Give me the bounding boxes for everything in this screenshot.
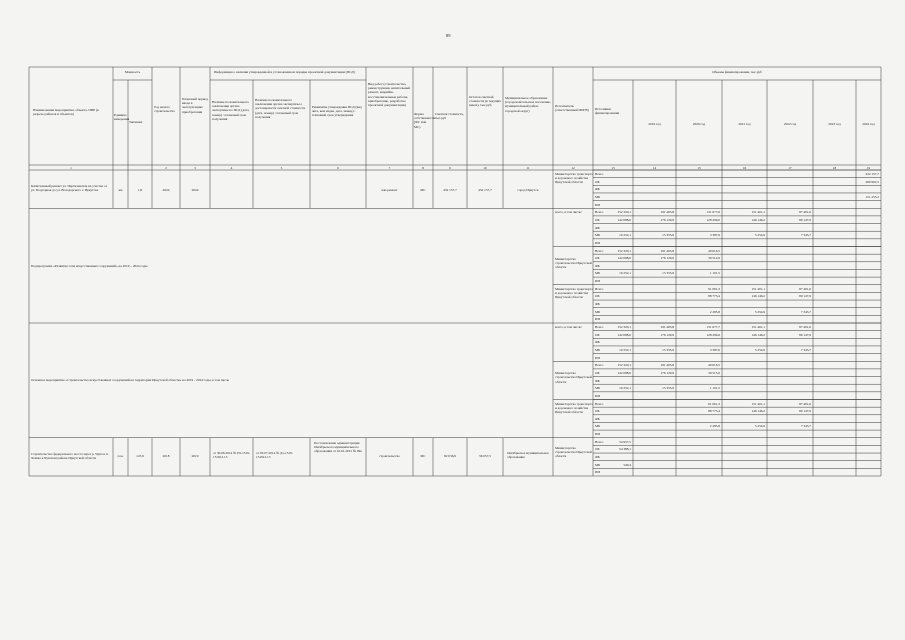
- money-value: 131 677,6: [706, 210, 720, 215]
- money-value: 80 147,9: [799, 217, 811, 222]
- source-label: ОБ: [595, 217, 600, 222]
- money-value: 146 146,2: [751, 332, 765, 337]
- money-value: 5 254,9: [754, 424, 765, 429]
- header-year: 2022 год: [783, 122, 797, 126]
- source-label: ИИ: [595, 470, 600, 475]
- money-value: 87 491,6: [799, 325, 811, 329]
- executor-label: Министерство строительства Иркутской области: [555, 371, 592, 384]
- money-value: 151 401,1: [751, 401, 765, 406]
- source-label: Всего: [595, 363, 604, 368]
- source-label: МБ: [595, 386, 600, 391]
- row-municipality: Октябрьское муниципальное образование: [507, 450, 549, 459]
- column-number: 12: [571, 165, 575, 170]
- source-label: ФБ: [595, 187, 600, 192]
- money-value: 10 232,1: [619, 271, 631, 276]
- source-label: Всего: [595, 439, 604, 444]
- money-value: 280 902,5: [865, 179, 879, 184]
- source-label: ИИ: [595, 317, 600, 322]
- money-value: 191 465,8: [660, 363, 674, 368]
- header-year: 2023 год: [828, 122, 841, 126]
- money-value: 152 320,1: [617, 363, 631, 368]
- money-value: 15 335,9: [662, 233, 674, 238]
- source-label: ИИ: [595, 279, 600, 284]
- money-value: 87 491,6: [799, 401, 811, 406]
- source-label: МБ: [595, 309, 600, 314]
- source-label: Всего: [595, 210, 604, 215]
- row-work: строительство: [379, 453, 400, 458]
- row-form: МС: [420, 453, 426, 458]
- executor-label: Министерство транспорта и дорожного хозяйства Иркутской области: [555, 286, 593, 300]
- block-name: Основное мероприятие «Строительство искусственных сооружений на территории Иркутской области» на 2019 - 2024 годы, в том числе: [31, 378, 230, 383]
- row-remain: 56 057,5: [479, 453, 491, 458]
- header-value: Значение: [129, 120, 143, 124]
- money-value: 142 088,0: [617, 256, 631, 261]
- money-value: 10 232,1: [619, 233, 631, 238]
- source-label: ФБ: [595, 455, 600, 460]
- column-number: 19: [866, 165, 871, 170]
- source-label: ФБ: [595, 302, 600, 307]
- header-year: 2020 год: [692, 122, 706, 126]
- money-value: 10 232,1: [619, 347, 631, 352]
- money-value: 3 387,0: [709, 347, 720, 352]
- row-name: Строительство федерального моста через р. Чуна в п. Хомжа в Чунском районе Иркутской области: [31, 451, 109, 460]
- source-label: ИИ: [595, 202, 600, 207]
- money-value: 15 335,9: [662, 347, 674, 352]
- column-number: 7: [388, 165, 391, 170]
- money-value: 152 320,1: [617, 325, 631, 329]
- row-municipality: город Иркутск: [517, 188, 539, 192]
- money-value: 15 335,9: [662, 271, 674, 276]
- header-start-year: Год начала строительства: [154, 105, 175, 114]
- column-number: 4: [230, 165, 233, 170]
- total-label: всего, в том числе:: [555, 325, 583, 329]
- row-start: 2018: [162, 453, 170, 458]
- money-value: 5 254,9: [754, 309, 765, 314]
- header-municipal: Муниципальное образование (городской/сельское поселение, муниципальный район, городской округ): [505, 96, 551, 113]
- row-start: 2024: [162, 188, 170, 192]
- money-value: 10 232,1: [619, 386, 631, 391]
- money-value: 80 147,9: [799, 294, 811, 299]
- money-value: 191 465,8: [660, 325, 674, 329]
- header-name: Наименование мероприятия, объекта, ПИР (в разрезе районов и объектов): [33, 108, 99, 117]
- source-label: Всего: [595, 401, 604, 406]
- header-expert2: Наличие положительного заключения органа экспертизы о достоверности сметной стоимости (дата, номер) / плановый срок получения: [255, 98, 306, 119]
- money-value: 152 320,1: [617, 248, 631, 253]
- source-label: ФБ: [595, 340, 600, 345]
- source-label: МБ: [595, 194, 600, 199]
- money-value: 3 387,9: [709, 233, 720, 238]
- header-year: 2021 год: [738, 122, 751, 126]
- money-value: 191 465,8: [660, 248, 674, 253]
- column-number: 6: [337, 165, 339, 170]
- page-number: 89: [446, 33, 451, 38]
- money-value: 80 147,9: [799, 332, 811, 337]
- header-expert1: Наличие положительного заключения органа экспертизы по ПСД (дата, номер) / плановый срок получения: [212, 100, 250, 121]
- executor-label: Министерство транспорта и дорожного хозяйства Иркутской области: [555, 401, 593, 414]
- column-number: 16: [742, 165, 747, 170]
- money-value: 176 129,9: [660, 332, 674, 337]
- money-value: 146 146,2: [751, 217, 765, 222]
- header-executor: Исполнитель (ответственный ИОГВ): [555, 104, 589, 113]
- column-number: 2: [165, 165, 167, 170]
- money-value: 54 937,5: [619, 439, 631, 444]
- column-number: 11: [526, 165, 530, 170]
- money-value: 1 101,5: [709, 386, 720, 391]
- header-work-type: Вид работ (строительство, реконструкция, капитальный ремонт, аварийно-восстановительные работы, приобретение, разработка проектной документации): [368, 82, 410, 108]
- money-value: 191 465,8: [660, 210, 674, 215]
- money-value: 151 255,2: [865, 194, 879, 199]
- money-value: 5 254,9: [754, 347, 765, 352]
- money-value: 128 290,0: [706, 217, 720, 222]
- money-value: 7 343,7: [800, 347, 811, 352]
- column-number: 14: [652, 165, 657, 170]
- header-approval: Реквизиты утверждения ПСД (вид акта, кем издан, дата, номер) / плановый срок утверждения: [312, 105, 362, 118]
- header-year: 2024 год: [862, 122, 875, 126]
- money-value: 2 285,8: [709, 424, 720, 429]
- source-label: ОБ: [595, 256, 600, 261]
- money-value: 54 388,1: [619, 447, 631, 452]
- column-number: 9: [449, 165, 451, 170]
- source-label: МБ: [595, 462, 600, 467]
- source-label: ОБ: [595, 447, 600, 452]
- source-label: Всего: [595, 248, 604, 253]
- row-expert2: от 03.07.2014 № Дз-1519-151912.13: [256, 450, 293, 459]
- source-label: ИИ: [595, 355, 600, 360]
- row-plan: 2019: [191, 453, 199, 458]
- row-executor: Министерство строительства Иркутской области: [555, 445, 592, 459]
- row-remain: 432 157,7: [478, 188, 492, 192]
- row-value: 147,6: [136, 453, 144, 458]
- money-value: 142 088,0: [617, 332, 631, 337]
- money-value: 39 514,9: [708, 256, 720, 261]
- column-number: 18: [832, 165, 837, 170]
- source-label: ИИ: [595, 240, 600, 245]
- source-label: ФБ: [595, 263, 600, 268]
- row-estimate: 82 036,9: [444, 453, 456, 458]
- money-value: 40 616,5: [708, 248, 720, 253]
- money-value: 146 146,2: [751, 294, 765, 299]
- source-label: МБ: [595, 271, 600, 276]
- source-label: Всего: [595, 286, 604, 291]
- money-value: 88 775,4: [708, 294, 720, 299]
- source-label: ОБ: [595, 409, 600, 414]
- row-unit: п.м.: [117, 453, 124, 458]
- row-name: Капитальный ремонт ул. Партизанская на участке от ул. Подгорная до ул. Володарского г. Иркутска: [31, 184, 108, 193]
- header-volumes: Объемы финансирования, тыс.руб: [712, 70, 762, 74]
- row-value: 1,8: [137, 188, 143, 192]
- source-label: Всего: [595, 325, 604, 329]
- row-estimate: 432 157,7: [443, 188, 457, 192]
- column-number: 13: [611, 165, 615, 170]
- money-value: 15 335,9: [662, 386, 674, 391]
- money-value: 88 775,4: [708, 409, 720, 414]
- money-value: 1 101,5: [709, 271, 720, 276]
- source-label: ФБ: [595, 225, 600, 230]
- row-approval: Постановление администрации Октябрьского муниципального образования от 16.01.2015 № 09а: [314, 440, 362, 454]
- source-label: ФБ: [595, 378, 600, 383]
- money-value: 176 129,9: [660, 370, 674, 375]
- executor-label: Министерство строительства Иркутской области: [555, 256, 592, 269]
- header-info: Информация о наличии утвержденной в установленном порядке проектной документации (ПСД): [214, 70, 355, 74]
- total-label: всего, в том числе:: [555, 210, 583, 215]
- source-label: Всего: [595, 172, 604, 176]
- header-form: Форма собственности (ФС или МС): [414, 112, 436, 129]
- money-value: 152 320,1: [617, 210, 631, 215]
- column-number: 5: [280, 165, 283, 170]
- money-value: 91 061,3: [708, 401, 720, 406]
- row-expert1: от 30.06.2014 № Пз-1519-151912.13: [213, 450, 250, 459]
- money-value: 549,4: [623, 462, 631, 467]
- money-value: 7 343,7: [800, 233, 811, 238]
- money-value: 87 491,6: [799, 210, 811, 215]
- header-moshchnost: Мощность: [124, 70, 141, 74]
- source-label: МБ: [595, 347, 600, 352]
- money-value: 5 254,9: [754, 233, 765, 238]
- money-value: 151 401,1: [751, 286, 765, 291]
- money-value: 40 616,5: [708, 363, 720, 368]
- header-remain: Остаток сметной стоимости (в текущих ценах), тыс.руб.: [469, 95, 502, 108]
- source-label: ФБ: [595, 416, 600, 421]
- row-unit: км: [118, 188, 123, 192]
- money-value: 80 147,9: [799, 409, 811, 414]
- money-value: 142 088,0: [617, 370, 631, 375]
- money-value: 128 290,6: [706, 332, 720, 337]
- column-number: 3: [194, 165, 196, 170]
- money-value: 39 515,0: [708, 370, 720, 375]
- source-label: ИИ: [595, 393, 600, 398]
- block-name: Подпрограмма «Развитие сети искусственных сооружений» на 2019 – 2024 годы: [31, 263, 148, 268]
- source-label: МБ: [595, 424, 600, 429]
- row-plan: 2024: [191, 188, 199, 192]
- money-value: 176 129,9: [660, 217, 674, 222]
- money-value: 7 343,7: [800, 424, 811, 429]
- header-year: 2019 год: [648, 122, 661, 126]
- money-value: 7 343,7: [800, 309, 811, 314]
- header-unit: Единица измерения: [114, 113, 130, 122]
- column-number: 15: [697, 165, 701, 170]
- source-label: ОБ: [595, 294, 600, 299]
- source-label: ИИ: [595, 432, 600, 437]
- source-label: МБ: [595, 233, 600, 238]
- column-number: 10: [483, 165, 487, 170]
- source-label: ОБ: [595, 179, 600, 184]
- source-label: ОБ: [595, 370, 600, 375]
- money-value: 176 129,9: [660, 256, 674, 261]
- row-work: кап.ремонт: [381, 188, 398, 192]
- row-form: МС: [420, 188, 426, 192]
- money-value: 91 061,3: [708, 286, 720, 291]
- row-executor: Министерство транспорта и дорожного хозяйства Иркутской области: [555, 172, 593, 185]
- column-number: 8: [422, 165, 424, 170]
- header-sources: Источники финансирования: [595, 107, 620, 116]
- money-value: 131 677,7: [706, 325, 720, 329]
- money-value: 146 146,2: [751, 409, 765, 414]
- header-estimate: Сметная стоимость, тыс.руб: [435, 112, 464, 121]
- money-value: 151 401,1: [751, 325, 765, 329]
- header-plan-period: Плановый период ввода в эксплуатацию/приобретения: [182, 97, 208, 114]
- money-value: 151 401,1: [751, 210, 765, 215]
- money-value: 432 157,7: [865, 172, 879, 176]
- money-value: 87 491,6: [799, 286, 811, 291]
- money-value: 2 285,8: [709, 309, 720, 314]
- money-value: 142 088,0: [617, 217, 631, 222]
- source-label: ОБ: [595, 332, 600, 337]
- column-number: 1: [70, 165, 72, 170]
- column-number: 17: [788, 165, 792, 170]
